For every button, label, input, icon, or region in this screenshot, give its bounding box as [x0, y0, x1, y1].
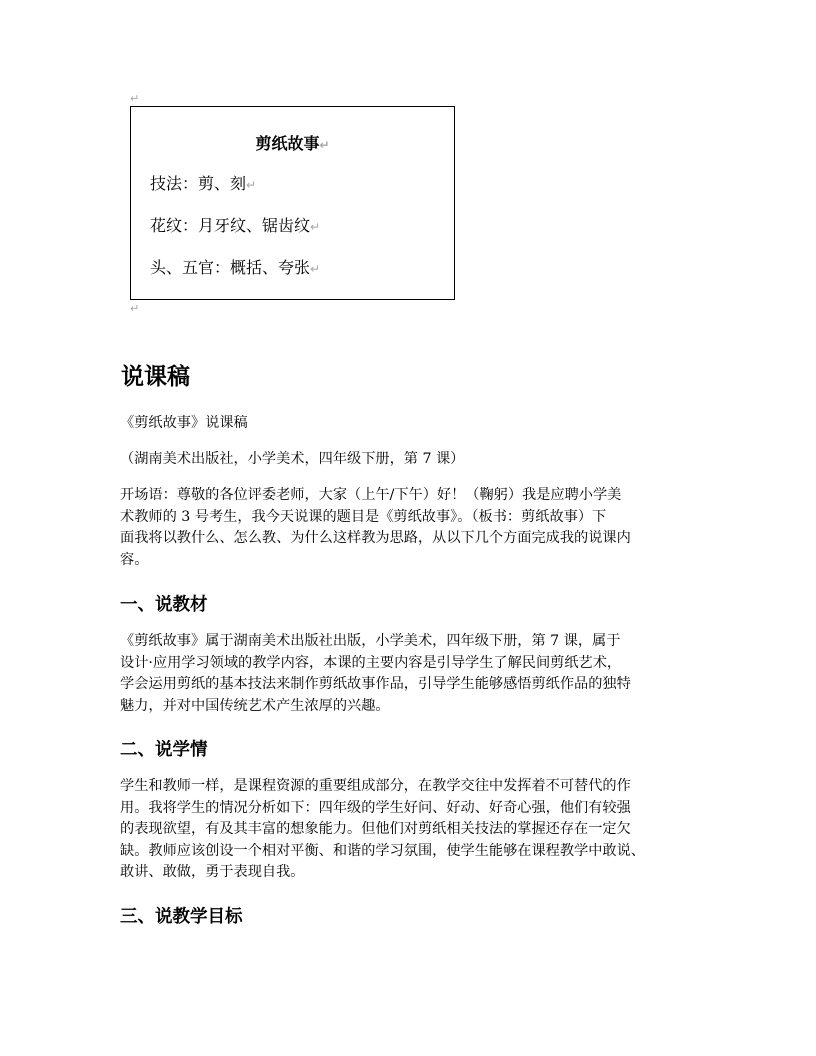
- section-body-students: 学生和教师一样，是课程资源的重要组成部分，在教学交往中发挥着不可替代的作 用。我将学生的情况分析如下：四年级的学生好问、好动、好奇心强，他们有较强 的表现欲望，有及其丰富的想象能力。但他们对剪纸相关技法的掌握还存在一定欠 缺。教师应该创设一个相对平衡、和谐的学习氛围，使学生能够在课程教学中敢说、 敢讲、敢做，勇于表现自我。: [120, 778, 645, 881]
- board-line-text: 技法：剪、刻: [150, 174, 247, 193]
- board-line-text: 花纹：月牙纹、锯齿纹: [150, 216, 311, 235]
- board-title: [131, 131, 454, 154]
- section-heading-students: 二、说学情: [120, 740, 208, 760]
- document-subtitle: 《剪纸故事》说课稿: [120, 415, 248, 431]
- paragraph-mark: ↵: [130, 302, 140, 315]
- board-line-features: [150, 255, 320, 278]
- page-title: 说课稿: [121, 364, 190, 390]
- publisher-info: （湖南美术出版社，小学美术，四年级下册，第 7 课）: [120, 451, 465, 467]
- section-heading-objectives: 三、说教学目标: [120, 907, 243, 927]
- paragraph-mark: ↵: [319, 138, 330, 152]
- blackboard-design-box: [130, 106, 455, 300]
- board-line-text: 头、五官：概括、夸张: [150, 258, 311, 277]
- paragraph-mark: ↵: [246, 178, 257, 192]
- paragraph-mark: ↵: [310, 220, 321, 234]
- section-body-textbook: 《剪纸故事》属于湖南美术出版社出版，小学美术，四年级下册，第 7 课，属于 设计·应用学习领域的教学内容，本课的主要内容是引导学生了解民间剪纸艺术， 学会运用剪纸的基本技法来制作剪纸故事作品，引导学生能够感悟剪纸作品的独特 魅力，并对中国传统艺术产生浓厚的兴趣。: [120, 633, 631, 714]
- board-title-text: 剪纸故事: [255, 134, 320, 153]
- board-line-technique: [150, 171, 256, 194]
- board-line-pattern: [150, 213, 320, 236]
- section-heading-textbook: 一、说教材: [120, 595, 208, 615]
- paragraph-mark: ↵: [130, 92, 140, 105]
- paragraph-mark: ↵: [310, 262, 321, 276]
- opening-paragraph: 开场语：尊敬的各位评委老师，大家（上午/下午）好！（鞠躬）我是应聘小学美 术教师的 3 号考生，我今天说课的题目是《剪纸故事》。（板书：剪纸故事）下 面我将以教什么、怎么教、为什么这样教为思路，从以下几个方面完成我的说课内 容。: [120, 487, 631, 568]
